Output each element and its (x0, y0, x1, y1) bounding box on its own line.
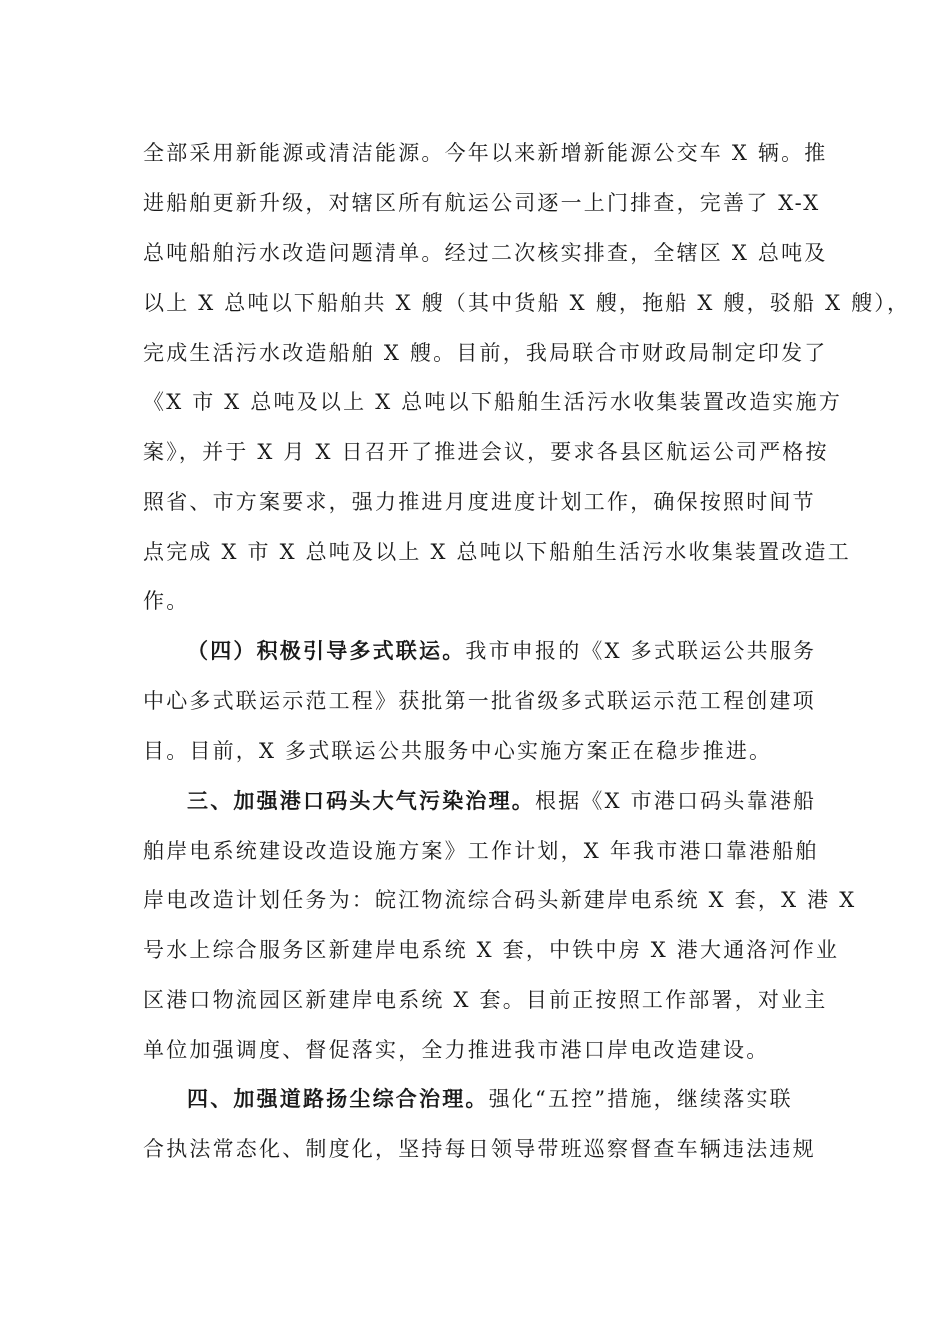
para1-line-9: 点完成 X 市 X 总吨及以上 X 总吨以下船舶生活污水收集装置改造工 (143, 540, 851, 564)
para3-line-2: 舶岸电系统建设改造设施方案》工作计划，X 年我市港口靠港船舶 (143, 839, 819, 863)
para4-line1-rest: 强化“五控”措施，继续落实联 (488, 1087, 793, 1111)
para3-line-4: 号水上综合服务区新建岸电系统 X 套，中铁中房 X 港大通洛河作业 (143, 938, 840, 962)
para3-heading: 三、加强港口码头大气污染治理。 (187, 788, 535, 813)
para2-line-1 (187, 638, 816, 664)
para3-line-3: 岸电改造计划任务为：皖江物流综合码头新建岸电系统 X 套，X 港 X (143, 888, 857, 912)
para1-line-2: 进船舶更新升级，对辖区所有航运公司逐一上门排查，完善了 X-X (143, 191, 821, 215)
para1-line-10: 作。 (143, 589, 190, 613)
para1-line-3: 总吨船舶污水改造问题清单。经过二次核实排查，全辖区 X 总吨及 (143, 241, 828, 265)
para1-line-5: 完成生活污水改造船舶 X 艘。目前，我局联合市财政局制定印发了 (143, 341, 828, 365)
para4-heading: 四、加强道路扬尘综合治理。 (187, 1086, 489, 1111)
para3-line1-rest: 根据《X 市港口码头靠港船 (535, 789, 817, 813)
para2-heading: （四）积极引导多式联运。 (187, 638, 466, 663)
para3-line-1 (187, 788, 816, 814)
para2-line-3: 目。目前，X 多式联运公共服务中心实施方案正在稳步推进。 (143, 739, 773, 763)
para2-line1-rest: 我市申报的《X 多式联运公共服务 (465, 639, 817, 663)
para3-line-6: 单位加强调度、督促落实，全力推进我市港口岸电改造建设。 (143, 1038, 770, 1062)
para1-line-4: 以上 X 总吨以下船舶共 X 艘（其中货船 X 艘，拖船 X 艘，驳船 X 艘）， (143, 291, 911, 315)
para1-line-8: 照省、市方案要求，强力推进月度进度计划工作，确保按照时间节 (143, 490, 816, 514)
para1-line-6: 《X 市 X 总吨及以上 X 总吨以下船舶生活污水收集装置改造实施方 (143, 390, 843, 414)
para1-line-1: 全部采用新能源或清洁能源。今年以来新增新能源公交车 X 辆。推 (143, 141, 828, 165)
para2-line-2: 中心多式联运示范工程》获批第一批省级多式联运示范工程创建项 (143, 689, 816, 713)
para4-line-1 (187, 1086, 793, 1112)
para4-line-2: 合执法常态化、制度化，坚持每日领导带班巡察督查车辆违法违规 (143, 1137, 816, 1161)
para3-line-5: 区港口物流园区新建岸电系统 X 套。目前正按照工作部署，对业主 (143, 988, 828, 1012)
para1-line-7: 案》，并于 X 月 X 日召开了推进会议，要求各县区航运公司严格按 (143, 440, 829, 464)
